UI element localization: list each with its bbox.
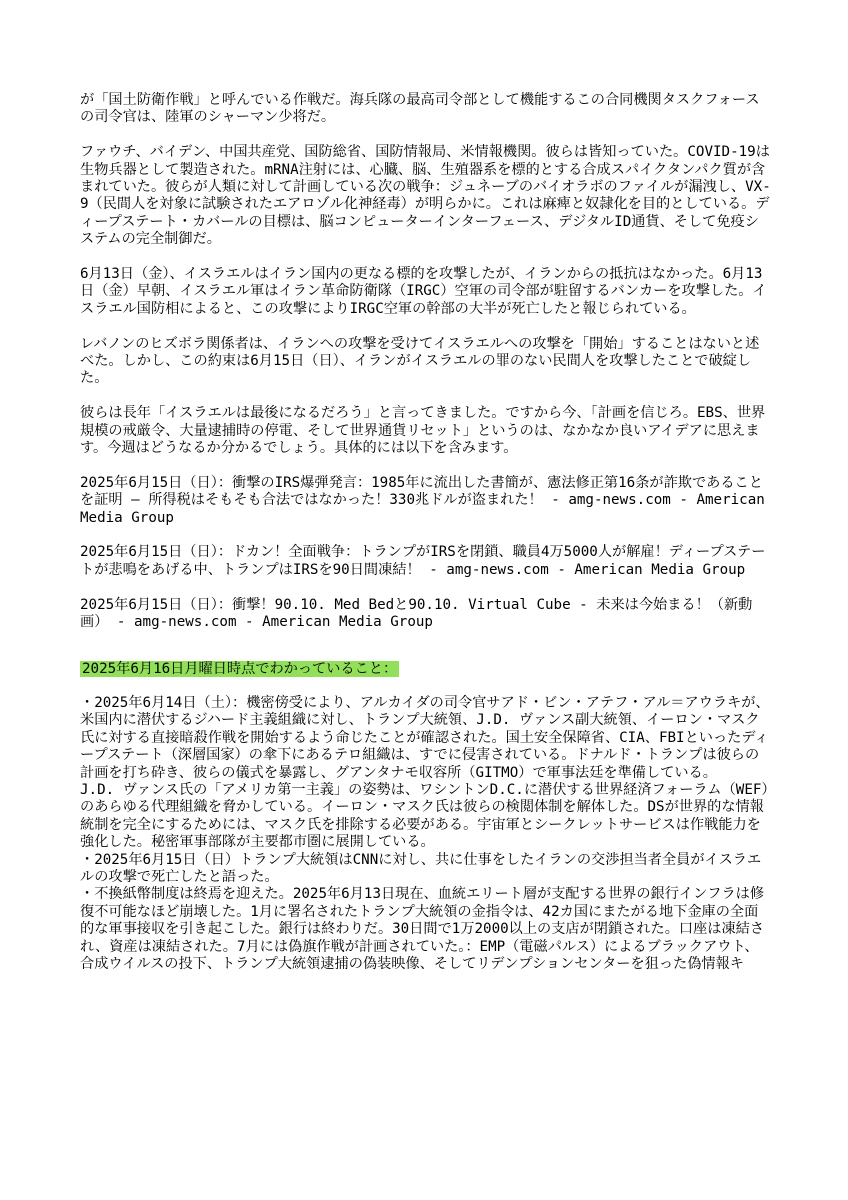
bullet-item-assassination-plot: ・2025年6月14日（土）：機密傍受により、アルカイダの司令官サアド・ビン・アテフ・アル＝アウラキが、米国内に潜伏するジハード主義組織に対し、トランプ大統領、J.D. ヴァンス副大統領、イーロン・マスク氏に対する直接暗殺作戦を開始するよう命じたことが確認された。国土安全保障省、CIA、FBIといったディープステート（深層国家）の傘下にあるテロ組織は、すでに侵害されている。ドナルド・トランプは彼らの計画を打ち砕き、彼らの儀式を暴露し、グアンタナモ収容所（GITMO）で軍事法廷を準備している。 — [80, 694, 770, 781]
paragraph-hezbollah: レバノンのヒズボラ関係者は、イランへの攻撃を受けてイスラエルへの攻撃を「開始」することはないと述べた。しかし、この約束は6月15日（日）、イランがイスラエルの罪のない民間人を攻撃したことで破綻した。 — [80, 335, 760, 387]
bullet-item-iran-negotiators: ・2025年6月15日（日）トランプ大統領はCNNに対し、共に仕事をしたイランの交渉担当者全員がイスラエルの攻撃で死亡したと語った。 — [80, 851, 762, 885]
section-heading — [80, 661, 772, 678]
paragraph-israel-iran-strike: 6月13日（金）、イスラエルはイラン国内の更なる標的を攻撃したが、イランからの抵抗はなかった。6月13日（金）早朝、イスラエル軍はイラン革命防衛隊（IRGC）空軍の司令部が駐留するバンカーを攻撃した。イスラエル国防相によると、この攻撃によりIRGC空軍の幹部の大半が死亡したと報じられている。 — [80, 266, 767, 317]
news-item-irs-letter: 2025年6月15日（日）：衝撃のIRS爆弾発言：1985年に流出した書簡が、憲法修正第16条が詐欺であることを証明 ― 所得税はそもそも合法ではなかった！330兆ドルが盗まれた！ - amg-news.com - American Media Group — [80, 474, 765, 526]
bullet-item-vance-wef: J.D. ヴァンス氏の「アメリカ第一主義」の姿勢は、ワシントンD.C.に潜伏する世界経済フォーラム（WEF）のあらゆる代理組織を脅かしている。イーロン・マスク氏は彼らの検閲体制を解体した。DSが世界的な情報統制を完全にするためには、マスク氏を排除する必要がある。宇宙軍とシークレットサービスは作戦能力を強化した。秘密軍事部隊が主要都市圏に展開している。 — [80, 781, 769, 851]
paragraph-covid-bioweapon: ファウチ、バイデン、中国共産党、国防総省、国防情報局、米情報機関。彼らは皆知っていた。COVID-19は生物兵器として製造された。mRNA注射には、心臓、脳、生殖器系を標的とする合成スパイクタンパク質が含まれていた。彼らが人類に対して計画している次の戦争：ジュネーブのバイオラボのファイルが漏洩し、VX-9（民間人を対象に試験されたエアロゾル化神経毒）が明らかに。これは麻痺と奴隷化を目的としている。ディープステート・カバールの目標は、脳コンピューターインターフェース、デジタルID通貨、そして免疫システムの完全制御だ。 — [80, 144, 771, 248]
document-page — [80, 92, 772, 973]
news-item-med-bed: 2025年6月15日（日）：衝撃！90.10. Med Bedと90.10. Virtual Cube - 未来は今始まる！（新動画） - amg-news.com - American Media Group — [80, 596, 753, 631]
paragraph-homeland-defense: が「国土防衛作戦」と呼んでいる作戦だ。海兵隊の最高司令部として機能するこの合同機関タスクフォースの司令官は、陸軍のシャーマン少将だ。 — [80, 92, 760, 126]
section-heading-text: 2025年6月16日月曜日時点でわかっていること： — [82, 661, 398, 678]
news-item-irs-shutdown: 2025年6月15日（日）：ドカン！全面戦争：トランプがIRSを閉鎖、職員4万5000人が解雇！ディープステートが悲鳴をあげる中、トランプはIRSを90日間凍結！ - amg-news.com - American Media Group — [80, 544, 766, 578]
paragraph-trust-the-plan: 彼らは長年「イスラエルは最後になるだろう」と言ってきました。ですから今、「計画を信じろ。EBS、世界規模の戒厳令、大量逮捕時の停電、そして世界通貨リセット」というのは、なかなか良いアイデアに思えます。今週はどうなるか分かるでしょう。具体的には以下を含みます。 — [80, 405, 766, 457]
bullet-item-fiat-system: ・不換紙幣制度は終焉を迎えた。2025年6月13日現在、血統エリート層が支配する世界の銀行インフラは修復不可能なほど崩壊した。1月に署名されたトランプ大統領の金指令は、42カ国にまたがる地下金庫の全面的な軍事接収を引き起こした。銀行は終わりだ。30日間で1万2000以上の支店が閉鎖された。口座は凍結され、資産は凍結された。7月には偽旗作戦が計画されていた。：EMP（電磁パルス）によるブラックアウト、合成ウイルスの投下、トランプ大統領逮捕の偽装映像、そしてリデンプションセンターを狙った偽情報キ — [80, 886, 765, 972]
